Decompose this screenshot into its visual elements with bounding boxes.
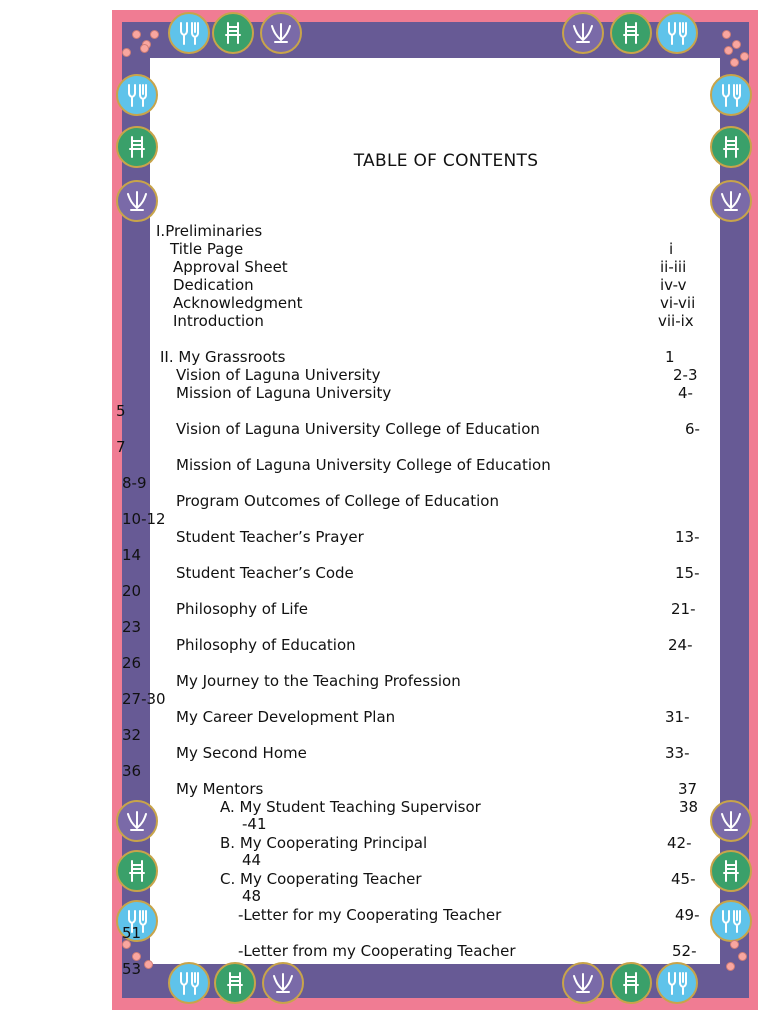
toc-entry-page: vi-vii — [660, 294, 696, 312]
toc-entry-text: My Career Development Plan — [176, 708, 396, 726]
overflow-page-number: 51 — [122, 924, 142, 942]
toc-entry-page: 24- — [668, 636, 693, 654]
toc-heading-preliminaries: I.Preliminaries — [156, 222, 263, 240]
toc-entry-text: Approval Sheet — [173, 258, 288, 276]
chair-icon — [710, 850, 752, 892]
fork-icon — [168, 962, 210, 1004]
toc-heading-grassroots: II. My Grassroots — [160, 348, 286, 366]
border-dot — [144, 960, 153, 969]
border-dot — [722, 30, 731, 39]
border-dot — [724, 46, 733, 55]
toc-entry-page: 15- — [675, 564, 700, 582]
toc-entry-page: 21- — [671, 600, 696, 618]
page-title: TABLE OF CONTENTS — [353, 151, 539, 171]
overflow-page-number: 7 — [116, 438, 126, 456]
toc-entry-text: My Journey to the Teaching Profession — [176, 672, 461, 690]
border-dot — [730, 940, 739, 949]
toc-entry-page: i — [669, 240, 674, 258]
toc-entry-text: Philosophy of Education — [176, 636, 356, 654]
toc-entry-text: Student Teacher’s Prayer — [176, 528, 364, 546]
arch-icon — [562, 12, 604, 54]
overflow-page-number: 5 — [116, 402, 126, 420]
chair-icon — [212, 12, 254, 54]
toc-entry-text: Student Teacher’s Code — [176, 564, 354, 582]
toc-entry-page: 49- — [675, 906, 700, 924]
toc-entry-page: 1 — [665, 348, 675, 366]
arch-icon — [562, 962, 604, 1004]
toc-entry-text: Acknowledgment — [173, 294, 303, 312]
overflow-page-number: 32 — [122, 726, 142, 744]
toc-subentry-text: -Letter for my Cooperating Teacher — [238, 906, 502, 924]
overflow-page-number: 23 — [122, 618, 142, 636]
toc-entry-text: Philosophy of Life — [176, 600, 308, 618]
toc-entry-page-continued: 48 — [242, 887, 262, 905]
arch-icon — [710, 800, 752, 842]
arch-icon — [260, 12, 302, 54]
overflow-page-number: 26 — [122, 654, 142, 672]
toc-entry-page: ii-iii — [660, 258, 687, 276]
toc-entry-page: 52- — [672, 942, 697, 960]
toc-entry-page: vii-ix — [658, 312, 694, 330]
chair-icon — [610, 12, 652, 54]
overflow-page-number: 27-30 — [122, 690, 166, 708]
toc-entry-text: Vision of Laguna University — [176, 366, 381, 384]
arch-icon — [116, 180, 158, 222]
fork-icon — [710, 74, 752, 116]
toc-entry-page: 4- — [678, 384, 693, 402]
toc-entry-page-continued: 44 — [242, 851, 262, 869]
toc-entry-text: My Mentors — [176, 780, 264, 798]
chair-icon — [214, 962, 256, 1004]
border-dot — [132, 30, 141, 39]
toc-entry-page: 31- — [665, 708, 690, 726]
overflow-page-number: 36 — [122, 762, 142, 780]
toc-entry-text: Program Outcomes of College of Education — [176, 492, 499, 510]
border-dot — [730, 58, 739, 67]
toc-entry-page: 2-3 — [673, 366, 698, 384]
toc-entry-page: 45- — [671, 870, 696, 888]
toc-subentry-text: A. My Student Teaching Supervisor — [220, 798, 481, 816]
toc-entry-page: 42- — [667, 834, 692, 852]
page-paper — [150, 58, 720, 964]
overflow-page-number: 53 — [122, 960, 142, 978]
border-dot — [140, 44, 149, 53]
toc-entry-text: Title Page — [170, 240, 244, 258]
fork-icon — [656, 12, 698, 54]
toc-entry-page: 13- — [675, 528, 700, 546]
border-dot — [726, 962, 735, 971]
toc-entry-page: 6- — [685, 420, 700, 438]
chair-icon — [116, 850, 158, 892]
toc-subentry-text: -Letter from my Cooperating Teacher — [238, 942, 516, 960]
toc-entry-page: 33- — [665, 744, 690, 762]
overflow-page-number: 10-12 — [122, 510, 166, 528]
toc-entry-page: iv-v — [660, 276, 687, 294]
toc-subentry-text: B. My Cooperating Principal — [220, 834, 428, 852]
toc-entry-text: My Second Home — [176, 744, 307, 762]
arch-icon — [710, 180, 752, 222]
overflow-page-number: 14 — [122, 546, 142, 564]
fork-icon — [168, 12, 210, 54]
toc-entry-text: Mission of Laguna University — [176, 384, 392, 402]
border-dot — [732, 40, 741, 49]
toc-entry-page: 37 — [678, 780, 698, 798]
toc-subentry-text: C. My Cooperating Teacher — [220, 870, 422, 888]
border-dot — [740, 52, 749, 61]
toc-entry-text: Mission of Laguna University College of Education — [176, 456, 551, 474]
toc-entry-page-continued: -41 — [242, 815, 267, 833]
toc-entry-text: Vision of Laguna University College of Education — [176, 420, 540, 438]
fork-icon — [656, 962, 698, 1004]
toc-entry-text: Dedication — [173, 276, 254, 294]
border-dot — [738, 952, 747, 961]
border-dot — [150, 30, 159, 39]
toc-entry-page: 38 — [679, 798, 699, 816]
overflow-page-number: 20 — [122, 582, 142, 600]
arch-icon — [116, 800, 158, 842]
overflow-page-number: 8-9 — [122, 474, 147, 492]
arch-icon — [262, 962, 304, 1004]
toc-entry-text: Introduction — [173, 312, 264, 330]
chair-icon — [610, 962, 652, 1004]
fork-icon — [116, 74, 158, 116]
border-dot — [122, 48, 131, 57]
fork-icon — [710, 900, 752, 942]
